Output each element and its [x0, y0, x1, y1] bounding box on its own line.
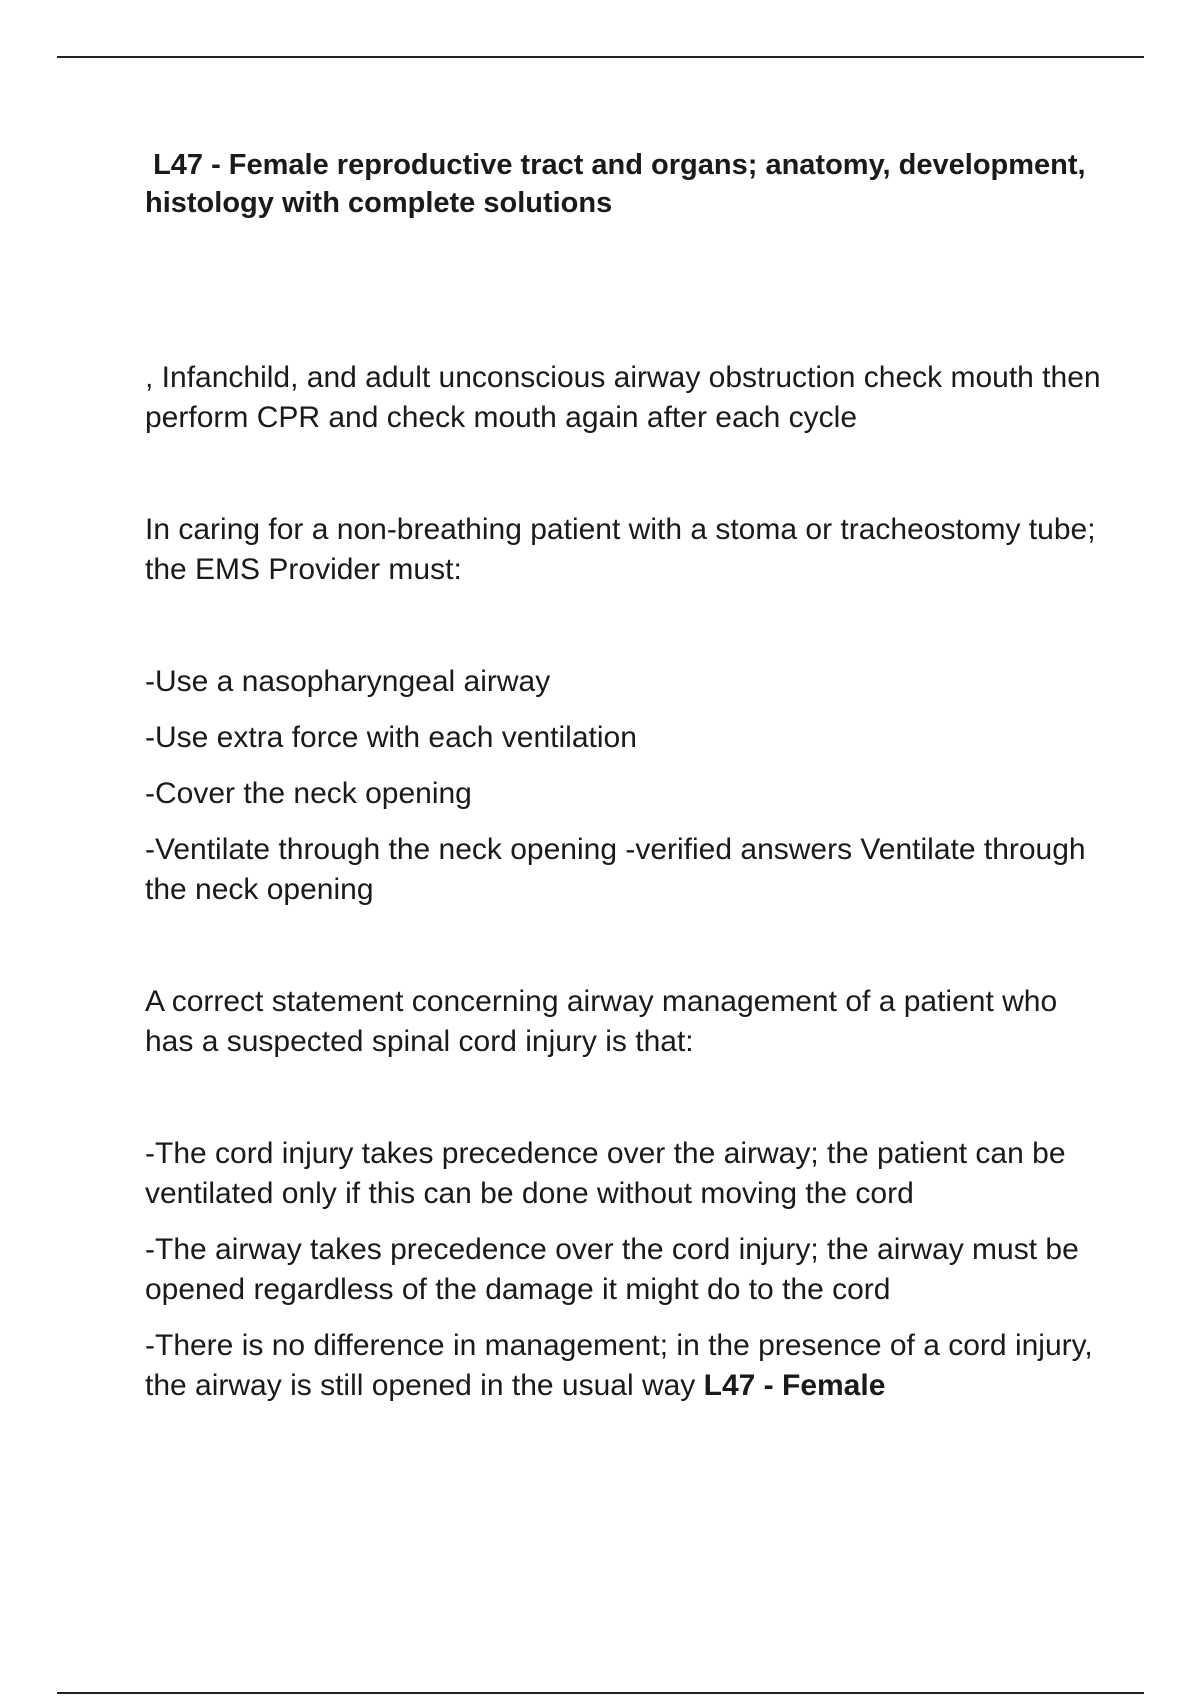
question-1-option: -Use extra force with each ventilation	[145, 721, 637, 754]
question-1-option: -Ventilate through the neck opening -verified answers Ventilate through the neck opening	[145, 833, 1086, 906]
question-2-option: -The airway takes precedence over the cord injury; the airway must be opened regardless of the damage it might do to the cord	[145, 1233, 1079, 1306]
bottom-rule	[57, 1692, 1144, 1694]
question-2-option: -The cord injury takes precedence over the airway; the patient can be ventilated only if this can be done without moving the cord	[145, 1137, 1066, 1210]
document-title: L47 - Female reproductive tract and organs; anatomy, development, histology with complete solutions	[145, 149, 1094, 219]
question-2-option-text: -There is no difference in management; in the presence of a cord injury, the airway is still opened in the usual way	[145, 1329, 1093, 1402]
document-body	[145, 146, 1105, 1406]
question-1-option: -Cover the neck opening	[145, 777, 472, 810]
intro-paragraph: , Infanchild, and adult unconscious airway obstruction check mouth then perform CPR and check mouth again after each cycle	[145, 361, 1101, 434]
question-2-option-last	[145, 1326, 1105, 1406]
trailing-bold-title: L47 - Female	[703, 1369, 886, 1402]
top-rule	[57, 56, 1144, 58]
question-1-prompt: In caring for a non-breathing patient with a stoma or tracheostomy tube; the EMS Provider must:	[145, 513, 1096, 586]
question-2-prompt: A correct statement concerning airway management of a patient who has a suspected spinal cord injury is that:	[145, 985, 1058, 1058]
question-1-options	[145, 662, 1105, 910]
question-1-option: -Use a nasopharyngeal airway	[145, 665, 551, 698]
question-2-options	[145, 1134, 1105, 1406]
